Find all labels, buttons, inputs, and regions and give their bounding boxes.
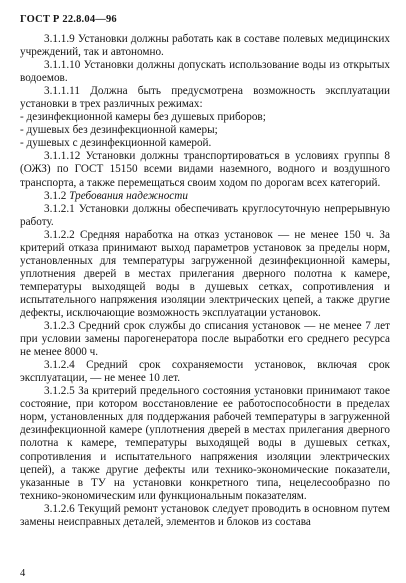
section-heading-3-1-2 [20,190,390,203]
page-number: 4 [20,568,26,579]
paragraph-3-1-2-5: 3.1.2.5 За критерий предельного состояния установки принимают такое состояние, при котором восстановление ее работоспособности в пределах норм, установленных для поддержания рабочей температуры в загруженной дезинфекционной камере (уплотнения дверей в местах прилегания дверного полотна к камере, температуры выходящей воды в душевых сетках, сопротивления и испытательного напряжения изоляции электрических цепей), а также другие дефекты или технико-экономические показатели, указанные в ТУ на установки конкретного типа, нецелесообразно по технико-экономическим или функциональным показателям. [20,385,390,502]
paragraph-3-1-1-9: 3.1.1.9 Установки должны работать как в составе полевых медицинских учреждений, так и автономно. [20,33,390,59]
document-header: ГОСТ Р 22.8.04—96 [20,14,117,25]
paragraph-3-1-1-10: 3.1.1.10 Установки должны допускать использование воды из открытых водоемов. [20,59,390,85]
paragraph-3-1-2-2: 3.1.2.2 Средняя наработка на отказ установок — не менее 150 ч. За критерий отказа принимают выход параметров установок за пределы норм, установленных для температуры загруженной дезинфекционной камеры, уплотнения дверей в местах прилегания дверного полотна к камере, температуры выходящей воды в душевых сетках, сопротивления и испытательного напряжения изоляции электрических цепей, а также другие дефекты, исключающие возможность эксплуатации установок. [20,228,390,319]
paragraph-3-1-2-6: 3.1.2.6 Текущий ремонт установок следует проводить в основном путем замены неисправных деталей, элементов и блоков из состава [20,502,390,528]
section-number: 3.1.2 [44,189,70,202]
paragraph-3-1-2-4: 3.1.2.4 Средний срок сохраняемости установок, включая срок эксплуатации, — не менее 10 лет. [20,359,390,385]
paragraph-3-1-1-11: 3.1.1.11 Должна быть предусмотрена возможность эксплуатации установки в трех различных режимах: [20,85,390,111]
list-item-mode-3: - душевых с дезинфекционной камерой. [20,137,212,150]
paragraph-3-1-2-1: 3.1.2.1 Установки должны обеспечивать круглосуточную непрерывную работу. [20,202,390,228]
document-body [20,33,390,529]
paragraph-3-1-2-3: 3.1.2.3 Средний срок службы до списания установок — не менее 7 лет при условии замены парогенератора после выработки его среднего ресурса не менее 8000 ч. [20,320,390,359]
list-item-mode-1: - дезинфекционной камеры без душевых приборов; [20,111,266,124]
paragraph-3-1-1-12: 3.1.1.12 Установки должны транспортироваться в условиях группы 8 (ОЖЗ) по ГОСТ 15150 всеми видами наземного, водного и воздушного транспорта, а также перемещаться своим ходом по дорогам всех категорий. [20,150,390,189]
list-item-mode-2: - душевых без дезинфекционной камеры; [20,124,218,137]
section-title: Требования надежности [69,189,188,202]
